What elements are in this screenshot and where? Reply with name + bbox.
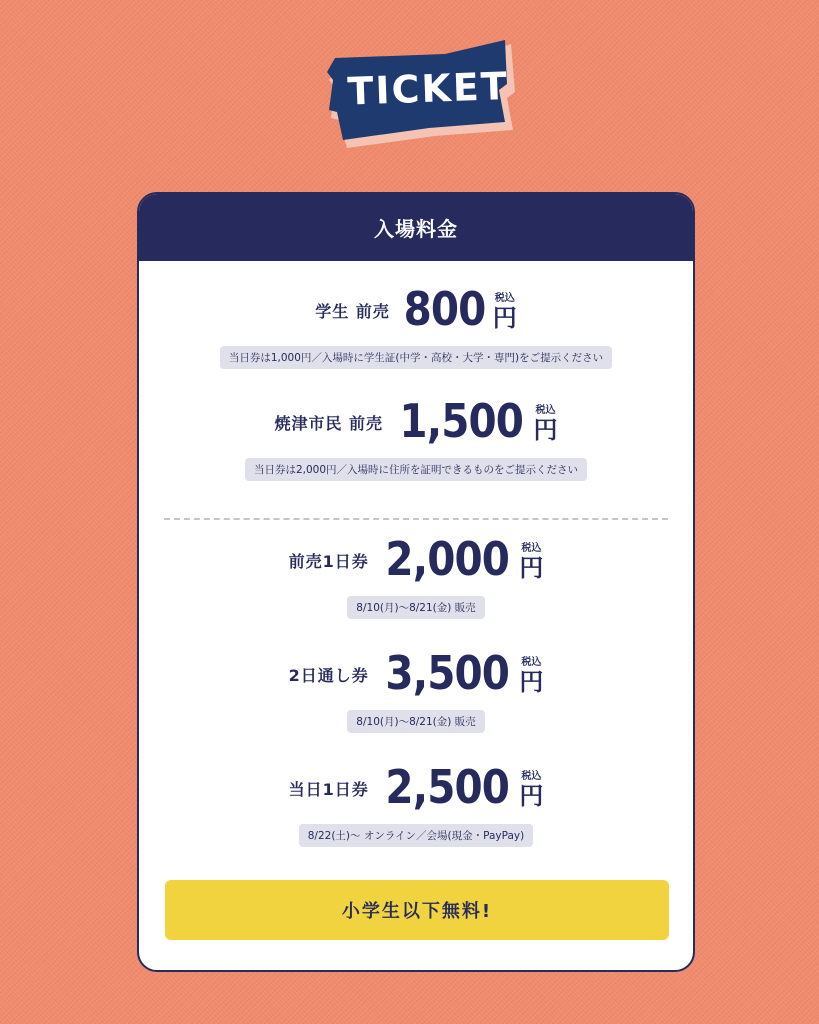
price-note: 8/10(月)〜8/21(金) 販売 <box>347 710 484 733</box>
tax-included-label: 税込 <box>535 405 556 416</box>
price-item-same-day <box>139 760 693 847</box>
tax-included-label: 税込 <box>494 293 515 304</box>
price-item-student <box>139 282 693 369</box>
ticket-logo <box>327 36 517 154</box>
ticket-logo-text: TICKET <box>346 63 510 114</box>
price-item-2day-pass <box>139 646 693 733</box>
price-amount: 2,500 <box>385 760 509 814</box>
price-label: 前売1日券 <box>288 552 369 571</box>
price-amount: 800 <box>403 282 486 336</box>
price-amount: 1,500 <box>399 394 524 448</box>
tax-included-label: 税込 <box>521 543 542 554</box>
price-item-resident <box>139 394 693 481</box>
price-amount: 2,000 <box>385 532 509 586</box>
yen-unit: 円 <box>519 782 544 810</box>
price-note: 当日券は1,000円／入場時に学生証(中学・高校・大学・専門)をご提示ください <box>220 346 612 369</box>
card-title: 入場料金 <box>139 194 693 261</box>
price-amount: 3,500 <box>385 646 509 700</box>
free-for-children-banner: 小学生以下無料! <box>165 880 669 940</box>
price-note: 当日券は2,000円／入場時に住所を証明できるものをご提示ください <box>245 458 587 481</box>
price-label: 焼津市民 前売 <box>274 414 384 433</box>
price-label: 2日通し券 <box>288 666 369 685</box>
tax-included-label: 税込 <box>521 657 542 668</box>
price-note: 8/22(土)〜 オンライン／会場(現金・PayPay) <box>299 824 534 847</box>
dashed-divider <box>164 518 668 520</box>
price-label: 当日1日券 <box>288 780 369 799</box>
price-label: 学生 前売 <box>315 302 390 321</box>
price-item-advance-1day <box>139 532 693 619</box>
tax-included-label: 税込 <box>521 771 542 782</box>
yen-unit: 円 <box>492 304 517 332</box>
yen-unit: 円 <box>519 554 544 582</box>
yen-unit: 円 <box>519 668 544 696</box>
price-note: 8/10(月)〜8/21(金) 販売 <box>347 596 484 619</box>
yen-unit: 円 <box>533 416 558 444</box>
pricing-card <box>137 192 695 972</box>
